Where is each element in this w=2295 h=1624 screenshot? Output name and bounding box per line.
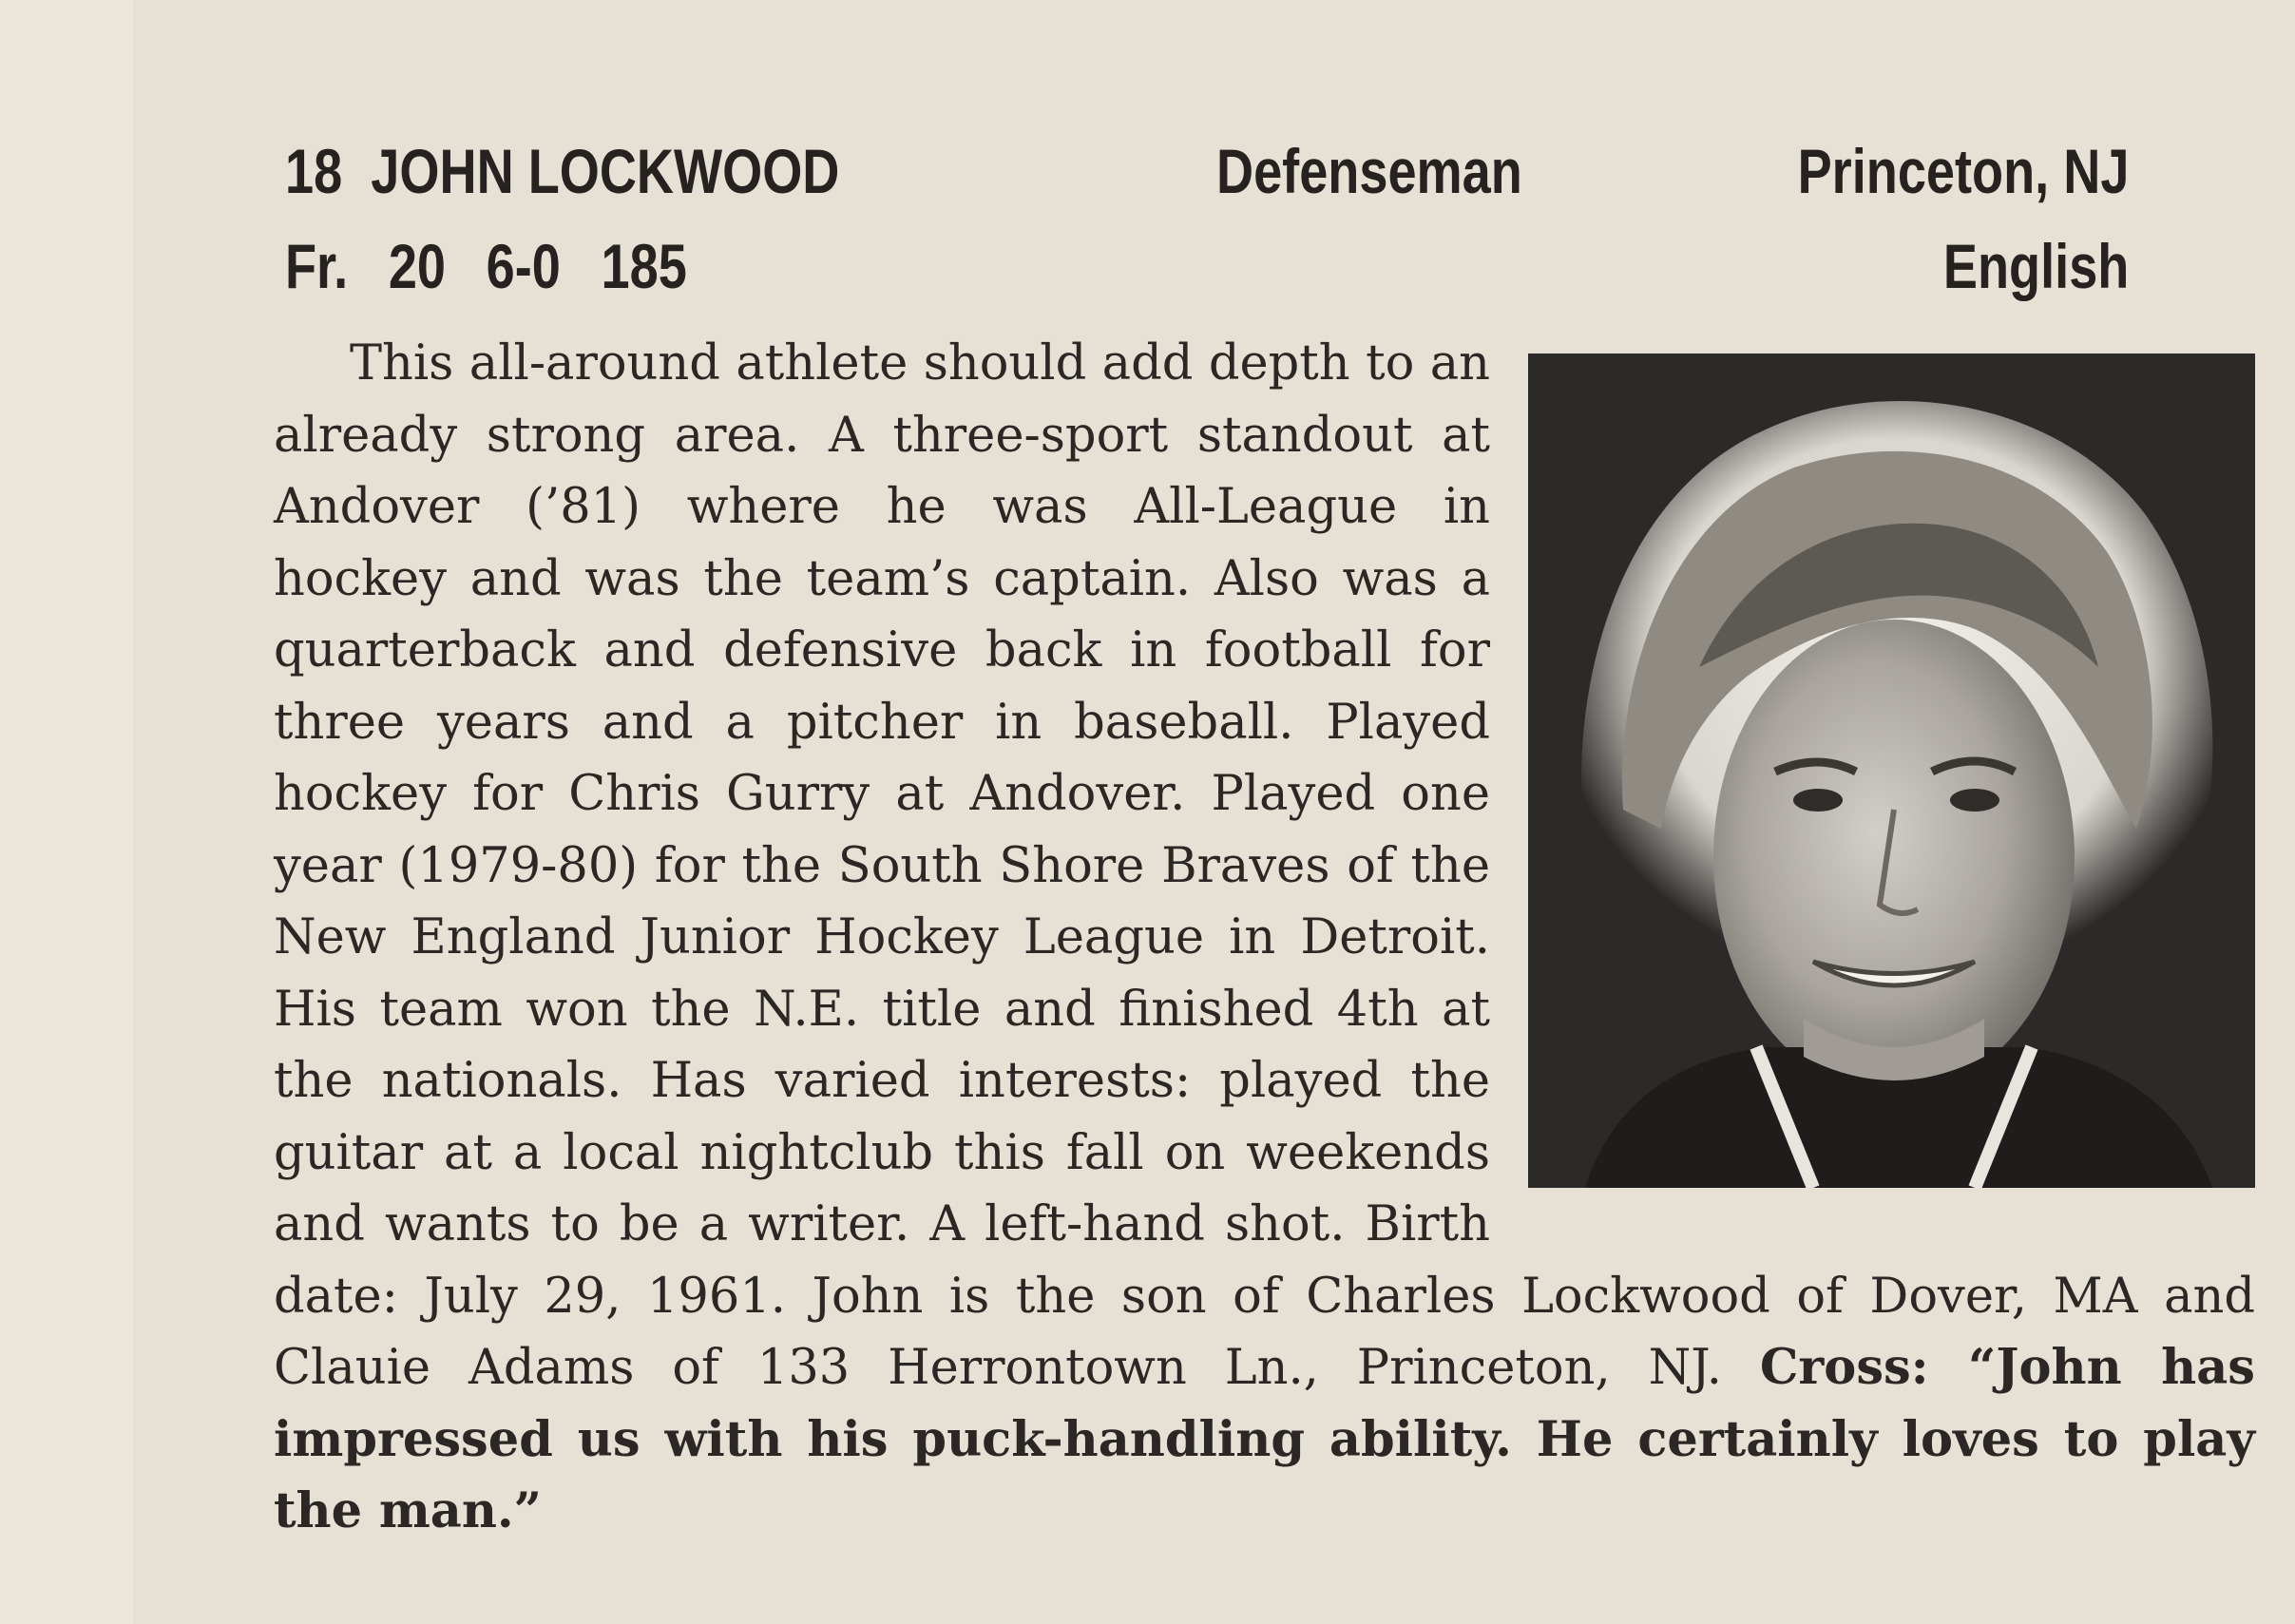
player-position: Defenseman: [1216, 136, 1522, 206]
photo-wrap-spacer: [1490, 328, 2255, 1207]
player-major: English: [1942, 231, 2129, 301]
player-number-name: [285, 133, 839, 209]
player-class: Fr.: [285, 231, 349, 301]
player-number: 18: [285, 136, 343, 206]
coach-quote: Cross: “John has impressed us with his puck-handling ability. He certainly loves to play the man.”: [274, 1339, 2255, 1539]
program-page: [133, 0, 2295, 1624]
player-height: 6-0: [486, 231, 561, 301]
player-age: 20: [388, 231, 447, 301]
player-weight: 185: [601, 231, 687, 301]
bio-text: This all-around athlete should add depth to an already strong area. A three-sport standout at Andover (’81) where he was All-League in hockey and was the team’s captain. Also was a quarterback and defensive back in football for three years and a pitcher in baseball. Played hockey for Chris Gurry at Andover. Played one year (1979-80) for the South Shore Braves of the New England Junior Hockey League in Detroit. His team won the N.E. title and finished 4th at the nationals. Has varied interests: played the guitar at a local nightclub this fall on weekends and wants to be a writer. A left-hand shot. Birth date: July 29, 1961. John is the son of Charles Lockwood of Dover, MA and Clauie Adams of 133 Herrontown Ln., Princeton, NJ.: [274, 335, 2255, 1396]
player-name: JOHN LOCKWOOD: [371, 136, 840, 206]
player-stats: [285, 228, 687, 304]
player-bio: [274, 328, 2255, 1548]
player-hometown: Princeton, NJ: [1797, 136, 2129, 206]
